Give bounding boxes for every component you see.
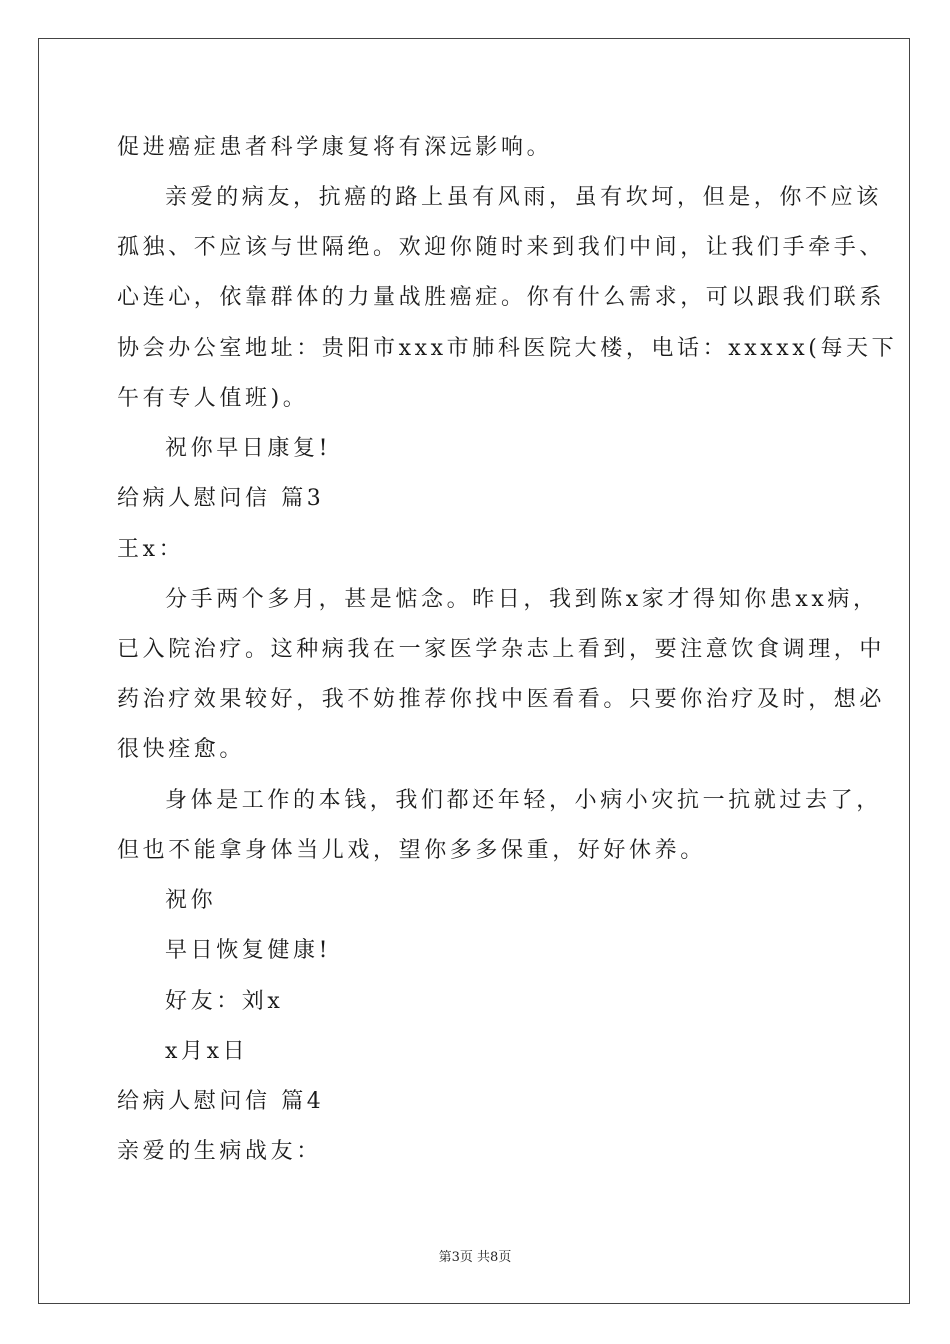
section-heading: 给病人慰问信 篇3 xyxy=(117,486,325,511)
closing-line: 早日恢复健康! xyxy=(165,938,332,963)
text-line: 亲爱的病友，抗癌的路上虽有风雨，虽有坎坷，但是，你不应该 xyxy=(165,185,882,210)
text-line: 促进癌症患者科学康复将有深远影响。 xyxy=(117,135,553,160)
text-line: 祝你早日康复! xyxy=(165,436,332,461)
text-line: 很快痊愈。 xyxy=(117,737,246,762)
closing-line: 祝你 xyxy=(165,888,217,913)
text-line: 已入院治疗。这种病我在一家医学杂志上看到，要注意饮食调理，中 xyxy=(117,637,886,662)
salutation: 亲爱的生病战友： xyxy=(117,1139,322,1164)
salutation: 王x： xyxy=(117,537,185,562)
page-number: 第3页 共8页 xyxy=(438,1250,512,1265)
text-line: 但也不能拿身体当儿戏，望你多多保重，好好休养。 xyxy=(117,838,706,863)
text-line: 药治疗效果较好，我不妨推荐你找中医看看。只要你治疗及时，想必 xyxy=(117,687,886,712)
text-line: 分手两个多月，甚是惦念。昨日，我到陈x家才得知你患xx病， xyxy=(165,587,879,612)
text-line: 身体是工作的本钱，我们都还年轻，小病小灾抗一抗就过去了， xyxy=(165,788,882,813)
text-line: 孤独、不应该与世隔绝。欢迎你随时来到我们中间，让我们手牵手、 xyxy=(117,235,886,260)
text-line: 协会办公室地址：贵阳市xxx市肺科医院大楼，电话：xxxxx(每天下 xyxy=(117,336,898,361)
text-line: 心连心，依靠群体的力量战胜癌症。你有什么需求，可以跟我们联系 xyxy=(117,285,886,310)
signature: 好友：刘x xyxy=(165,989,284,1014)
date-line: x月x日 xyxy=(165,1039,249,1064)
text-line: 午有专人值班)。 xyxy=(117,386,309,411)
section-heading: 给病人慰问信 篇4 xyxy=(117,1089,325,1114)
